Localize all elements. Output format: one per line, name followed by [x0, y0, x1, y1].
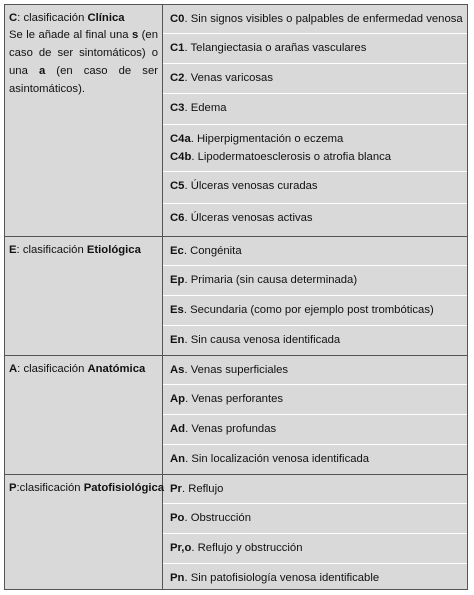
table-row: Pr,o. Reflujo y obstrucción [163, 534, 467, 564]
section-rows [163, 356, 467, 474]
section-label-cell [5, 356, 163, 475]
table-row: C6. Úlceras venosas activas [170, 212, 313, 224]
table-row: Ap. Venas perforantes [163, 385, 467, 415]
section-etiological [5, 236, 467, 356]
section-label-cell [5, 5, 163, 236]
table-row: C2. Venas varicosas [163, 64, 467, 94]
section-title: E: clasificación Etiológica [9, 244, 141, 256]
row-line: C4a. Hiperpigmentación o eczema [170, 133, 344, 145]
table-row: C0. Sin signos visibles o palpables de enfermedad venosa [163, 5, 467, 34]
row-line: C4b. Lipodermatoesclerosis o atrofia blanca [170, 151, 392, 163]
table-row: Es. Secundaria (como por ejemplo post trombóticas) [163, 296, 467, 326]
section-title: A: clasificación Anatómica [9, 363, 146, 375]
section-title: C: clasificación Clínica [9, 12, 125, 24]
table-row: C5. Úlceras venosas curadas [163, 172, 467, 204]
section-rows [163, 475, 467, 590]
table-row: As. Venas superficiales [163, 356, 467, 385]
table-row: C1. Telangiectasia o arañas vasculares [163, 34, 467, 64]
table-row: Ad. Venas profundas [163, 415, 467, 445]
section-rows [163, 5, 467, 236]
section-label-cell [5, 475, 163, 590]
table-row: En. Sin causa venosa identificada [170, 334, 341, 346]
section-pathophysiological [5, 474, 467, 590]
ceap-classification-table [4, 4, 468, 590]
section-title: P:clasificación Patofisiológica [9, 482, 165, 494]
table-row: Ec. Congénita [163, 237, 467, 266]
table-row: An. Sin localización venosa identificada [170, 453, 370, 465]
table-row: Ep. Primaria (sin causa determinada) [163, 266, 467, 296]
table-row: Po. Obstrucción [163, 504, 467, 534]
table-row: Pn. Sin patofisiología venosa identificable [170, 572, 380, 584]
table-row: Pr. Reflujo [163, 475, 467, 504]
table-row [163, 125, 467, 172]
table-row: C3. Edema [163, 94, 467, 125]
section-label-cell [5, 237, 163, 356]
section-anatomical [5, 355, 467, 475]
section-clinical [5, 5, 467, 236]
section-rows [163, 237, 467, 355]
section-description: Se le añade al final una s (en caso de ser sintomáticos) o una a (en caso de ser asintomáticos). [9, 29, 158, 95]
